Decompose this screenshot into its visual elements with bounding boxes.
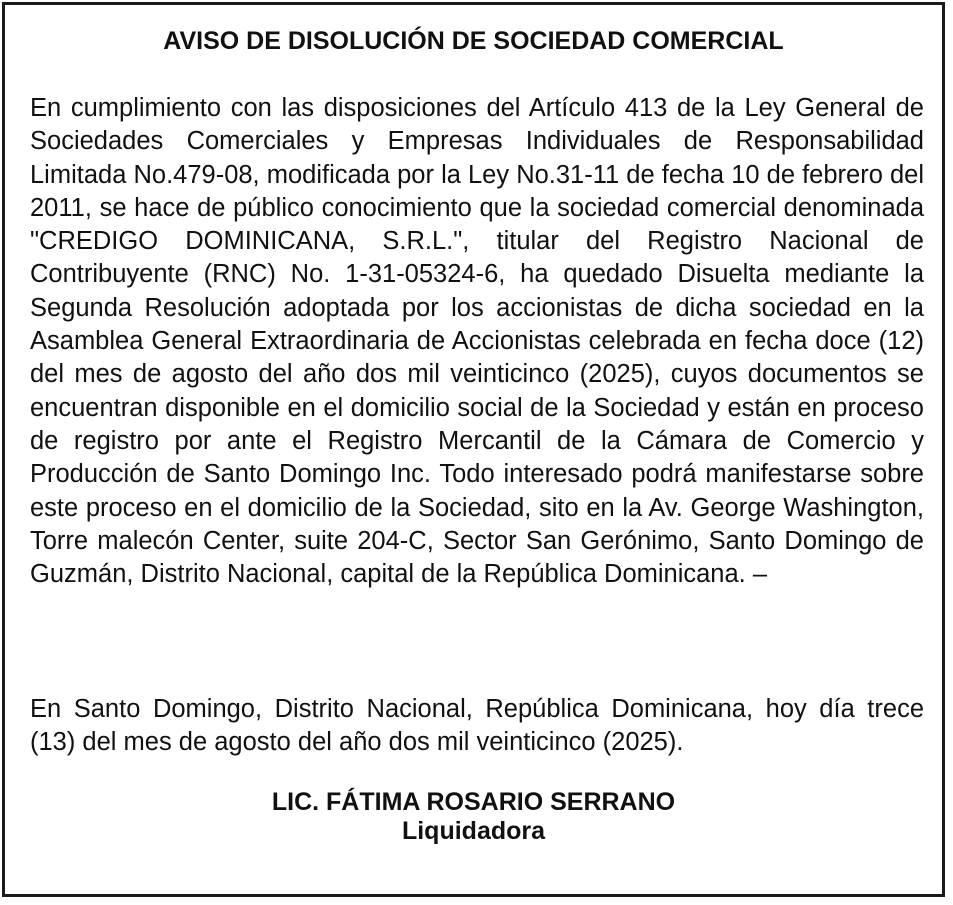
signer-name: LIC. FÁTIMA ROSARIO SERRANO	[271, 788, 676, 816]
notice-paragraph-main: En cumplimiento con las disposiciones del Artículo 413 de la Ley General de Sociedades Comerciales y Empresas Individuales de Responsabilidad Limitada No.479-08, modificada por la Ley No.31-11 de fecha 10 de febrero del 2011, se hace de público conocimiento que la sociedad comercial denominada "CREDIGO DOMINICANA, S.R.L.", titular del Registro Nacional de Contribuyente (RNC) No. 1-31-05324-6, ha quedado Disuelta mediante la Segunda Resolución adoptada por los accionistas de dicha sociedad en la Asamblea General Extraordinaria de Accionistas celebrada en fecha doce (12) del mes de agosto del año dos mil veinticinco (2025), cuyos documentos se encuentran disponible en el domicilio social de la Sociedad y están en proceso de registro por ante el Registro Mercantil de la Cámara de Comercio y Producción de Santo Domingo Inc. Todo interesado podrá manifestarse sobre este proceso en el domicilio de la Sociedad, sito en la Av. George Washington, Torre malecón Center, suite 204-C, Sector San Gerónimo, Santo Domingo de Guzmán, Distrito Nacional, capital de la República Dominicana. –	[30, 94, 925, 589]
notice-title: AVISO DE DISOLUCIÓN DE SOCIEDAD COMERCIAL	[163, 27, 784, 55]
notice-frame	[2, 2, 945, 897]
signer-role: Liquidadora	[401, 817, 546, 845]
signature-block	[5, 788, 942, 846]
notice-paragraph-date: En Santo Domingo, Distrito Nacional, República Dominicana, hoy día trece (13) del mes de agosto del año dos mil veinticinco (2025).	[30, 695, 924, 757]
